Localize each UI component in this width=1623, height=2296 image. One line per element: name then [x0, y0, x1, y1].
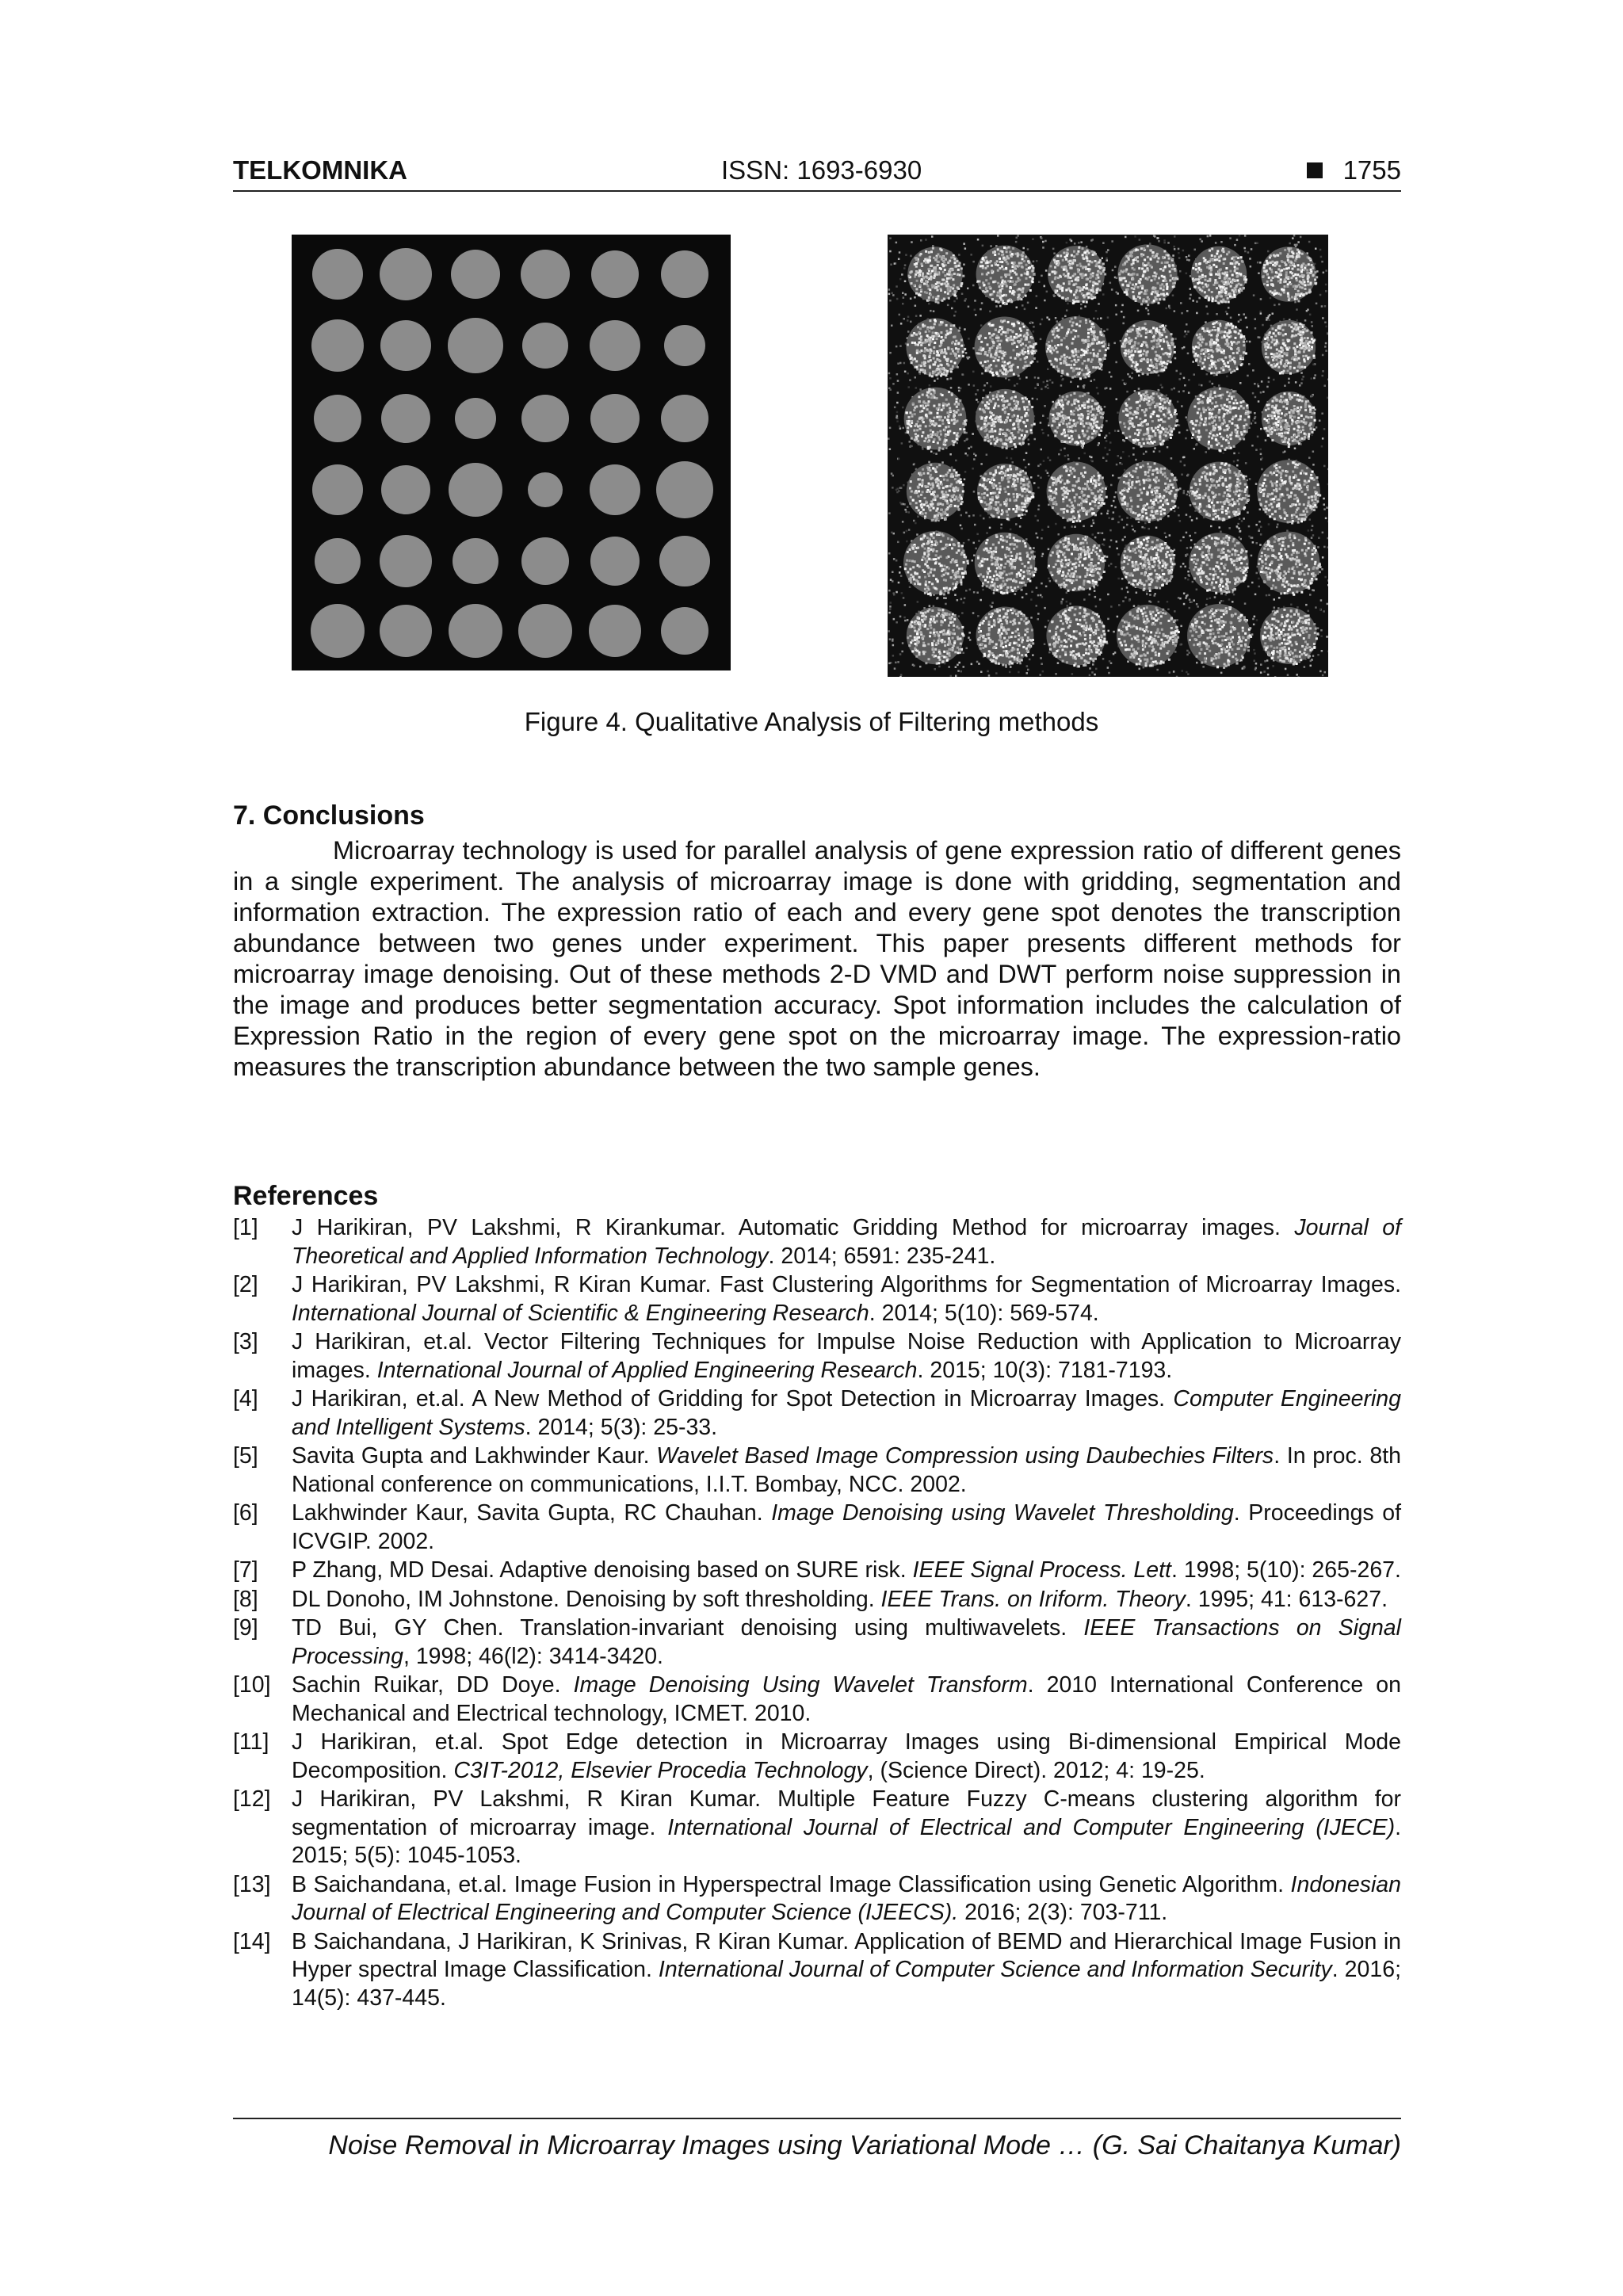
reference-item: [233, 1328, 1401, 1385]
microarray-spot: [590, 537, 640, 586]
noisy-microarray-spot: [1117, 605, 1180, 667]
journal-name: TELKOMNIKA: [233, 155, 407, 185]
microarray-spot: [451, 250, 500, 299]
reference-text: J Harikiran, et.al. A New Method of Gridding for Spot Detection in Microarray Images. Computer Engineering and Intelligent Systems. 2014; 5(3): 25-33.: [292, 1386, 1401, 1440]
reference-number: [3]: [233, 1329, 258, 1354]
microarray-spot: [661, 395, 708, 442]
microarray-spot: [381, 394, 430, 443]
noisy-microarray-spot: [1047, 462, 1108, 523]
reference-number: [1]: [233, 1215, 258, 1240]
microarray-spot: [659, 536, 710, 586]
microarray-spot: [381, 465, 430, 514]
page-header: [233, 155, 1401, 192]
noisy-microarray-spot: [1262, 320, 1316, 375]
reference-text: B Saichandana, et.al. Image Fusion in Hyperspectral Image Classification using Genetic Algorithm. Indonesian Journal of Electrical Engineering and Computer Science (IJEECS). 2016; 2(3): 703-711.: [292, 1871, 1401, 1925]
reference-text: Savita Gupta and Lakhwinder Kaur. Wavelet Based Image Compression using Daubechies Filters. In proc. 8th National conference on communications, I.I.T. Bombay, NCC. 2002.: [292, 1443, 1402, 1497]
noisy-microarray-spot: [1049, 392, 1105, 448]
noisy-microarray-spot: [1261, 246, 1318, 302]
noisy-microarray-spot: [976, 607, 1035, 667]
reference-item: [233, 1214, 1401, 1270]
microarray-spot: [449, 463, 502, 517]
microarray-spot: [380, 248, 432, 300]
reference-item: [233, 1442, 1401, 1499]
reference-item: [233, 1729, 1401, 1785]
noisy-spots-svg: [888, 235, 1328, 677]
noisy-microarray-spot: [1118, 389, 1178, 447]
noisy-microarray-spot: [906, 318, 966, 377]
noisy-microarray-spot: [977, 464, 1034, 521]
reference-item: [233, 1271, 1401, 1328]
references-title: References: [233, 1181, 379, 1211]
noisy-microarray-spot: [1045, 316, 1109, 380]
noisy-microarray-spot: [907, 607, 965, 665]
microarray-spot: [453, 538, 498, 584]
microarray-spot: [590, 464, 640, 515]
microarray-spot: [661, 607, 708, 655]
microarray-spot: [590, 320, 640, 371]
reference-text: J Harikiran, et.al. Vector Filtering Techniques for Impulse Noise Reduction with Application to Microarray images. International Journal of Applied Engineering Research. 2015; 10(3): 7181-7193.: [292, 1329, 1401, 1383]
microarray-spot: [591, 250, 639, 298]
reference-text: B Saichandana, J Harikiran, K Srinivas, R Kiran Kumar. Application of BEMD and Hierarchical Image Fusion in Hyper spectral Image Classification. International Journal of Computer Science and Information Security. 2016; 14(5): 437-445.: [292, 1928, 1402, 2011]
reference-item: [233, 1786, 1401, 1870]
noisy-microarray-spot: [1187, 604, 1252, 669]
reference-text: P Zhang, MD Desai. Adaptive denoising based on SURE risk. IEEE Signal Process. Lett. 1998; 5(10): 265-267.: [292, 1557, 1401, 1583]
references-list: [233, 1214, 1401, 2013]
noisy-microarray-spot: [975, 317, 1037, 378]
reference-item: [233, 1385, 1401, 1442]
reference-item: [233, 1557, 1401, 1585]
reference-item: [233, 1928, 1401, 2013]
reference-item: [233, 1586, 1401, 1614]
noisy-microarray-spot: [907, 246, 964, 304]
microarray-spot: [455, 398, 496, 439]
microarray-spot: [664, 325, 705, 366]
microarray-spot: [312, 249, 363, 300]
microarray-spot: [311, 604, 365, 658]
issn: ISSN: 1693-6930: [721, 155, 922, 185]
conclusions-paragraph: Microarray technology is used for parallel analysis of gene expression ratio of different genes in a single experiment. The analysis of microarray image is done with gridding, segmentation and information extraction. The expression ratio of each and every gene spot denotes the transcription abundance between two genes under experiment. This paper presents different methods for microarray image denoising. Out of these methods 2-D VMD and DWT perform noise suppression in the image and produces better segmentation accuracy. Spot information includes the calculation of Expression Ratio in the region of every gene spot on the microarray image. The expression-ratio measures the transcription abundance between the two sample genes.: [233, 836, 1401, 1081]
reference-number: [14]: [233, 1928, 271, 1954]
reference-text: TD Bui, GY Chen. Translation-invariant denoising using multiwavelets. IEEE Transactions on Signal Processing, 1998; 46(l2): 3414-3420.: [292, 1615, 1401, 1669]
reference-text: DL Donoho, IM Johnstone. Denoising by soft thresholding. IEEE Trans. on Iriform. Theory. 1995; 41: 613-627.: [292, 1586, 1388, 1612]
noisy-microarray-spot: [976, 246, 1036, 306]
reference-number: [12]: [233, 1786, 271, 1812]
reference-item: [233, 1499, 1401, 1556]
reference-number: [4]: [233, 1386, 258, 1412]
noisy-microarray-spot: [1191, 246, 1247, 304]
microarray-spot: [518, 604, 572, 658]
noisy-microarray-spot: [903, 531, 969, 596]
reference-text: J Harikiran, PV Lakshmi, R Kirankumar. Automatic Gridding Method for microarray images. Journal of Theoretical and Applied Information Technology. 2014; 6591: 235-241.: [292, 1215, 1401, 1269]
noisy-microarray-spot: [976, 389, 1036, 449]
noisy-microarray-spot: [1046, 606, 1107, 667]
reference-number: [11]: [233, 1729, 269, 1755]
reference-text: J Harikiran, PV Lakshmi, R Kiran Kumar. Fast Clustering Algorithms for Segmentation of Microarray Images. International Journal of Scientific & Engineering Research. 2014; 5(10): 569-574.: [292, 1272, 1401, 1326]
page-footer: Noise Removal in Microarray Images using Variational Mode … (G. Sai Chaitanya Kumar): [233, 2118, 1401, 2161]
noisy-microarray-spot: [1048, 534, 1106, 592]
microarray-spot: [314, 395, 361, 442]
noisy-microarray-spot: [907, 463, 964, 522]
reference-number: [9]: [233, 1615, 258, 1641]
square-bullet-icon: [1307, 162, 1323, 178]
reference-number: [10]: [233, 1672, 271, 1698]
noisy-microarray-spot: [1190, 462, 1251, 521]
page-number-group: [1307, 155, 1401, 185]
reference-number: [13]: [233, 1871, 271, 1897]
noisy-microarray-spot: [1192, 320, 1247, 376]
reference-item: [233, 1871, 1401, 1927]
noisy-microarray-spot: [1258, 532, 1322, 596]
section-title-conclusions: 7. Conclusions: [233, 800, 425, 831]
reference-text: Sachin Ruikar, DD Doye. Image Denoising Using Wavelet Transform. 2010 International Conference on Mechanical and Electrical technology, ICMET. 2010.: [292, 1672, 1401, 1726]
reference-number: [5]: [233, 1443, 258, 1469]
reference-number: [7]: [233, 1557, 258, 1583]
noisy-microarray-spot: [1121, 320, 1176, 376]
reference-text: J Harikiran, PV Lakshmi, R Kiran Kumar. Multiple Feature Fuzzy C-means clustering algorithm for segmentation of microarray image. International Journal of Electrical and Computer Engineering (IJECE). 2015; 5(5): 1045-1053.: [292, 1786, 1401, 1868]
segmented-spots-svg: [292, 235, 731, 670]
reference-number: [6]: [233, 1500, 258, 1526]
figure-segmented-image: [292, 235, 731, 670]
microarray-spot: [380, 535, 432, 587]
microarray-spot: [521, 250, 570, 299]
microarray-spot: [522, 323, 568, 369]
microarray-spot: [521, 537, 569, 585]
microarray-spot: [311, 319, 364, 372]
microarray-spot: [656, 461, 713, 518]
noisy-microarray-spot: [1121, 536, 1176, 592]
microarray-spot: [380, 605, 432, 657]
figure-noisy-image: [888, 235, 1328, 677]
noisy-microarray-spot: [1260, 607, 1319, 665]
microarray-spot: [312, 464, 363, 515]
microarray-spot: [449, 604, 502, 658]
microarray-spot: [661, 250, 708, 298]
microarray-spot: [380, 320, 431, 371]
microarray-spot: [448, 318, 503, 373]
microarray-spot: [528, 472, 563, 507]
noise-background: [888, 235, 1328, 677]
figure-caption: Figure 4. Qualitative Analysis of Filtering methods: [524, 707, 1099, 736]
noisy-microarray-spot: [1048, 246, 1106, 304]
page-number: 1755: [1342, 155, 1401, 185]
microarray-spot: [589, 605, 641, 657]
microarray-spot: [521, 395, 569, 442]
reference-number: [8]: [233, 1586, 258, 1612]
noisy-microarray-spot: [1117, 244, 1178, 306]
microarray-spot: [590, 394, 640, 443]
noisy-microarray-spot: [1189, 533, 1248, 594]
reference-number: [2]: [233, 1272, 258, 1297]
reference-text: Lakhwinder Kaur, Savita Gupta, RC Chauhan. Image Denoising using Wavelet Thresholding. Proceedings of ICVGIP. 2002.: [292, 1500, 1401, 1554]
noisy-microarray-spot: [1187, 387, 1251, 452]
reference-text: J Harikiran, et.al. Spot Edge detection in Microarray Images using Bi-dimensional Empirical Mode Decomposition. C3IT-2012, Elsevier Procedia Technology, (Science Direct). 2012; 4: 19-25.: [292, 1729, 1401, 1783]
reference-item: [233, 1614, 1401, 1671]
noisy-microarray-spot: [904, 388, 968, 452]
microarray-spot: [315, 538, 361, 584]
reference-item: [233, 1671, 1401, 1728]
